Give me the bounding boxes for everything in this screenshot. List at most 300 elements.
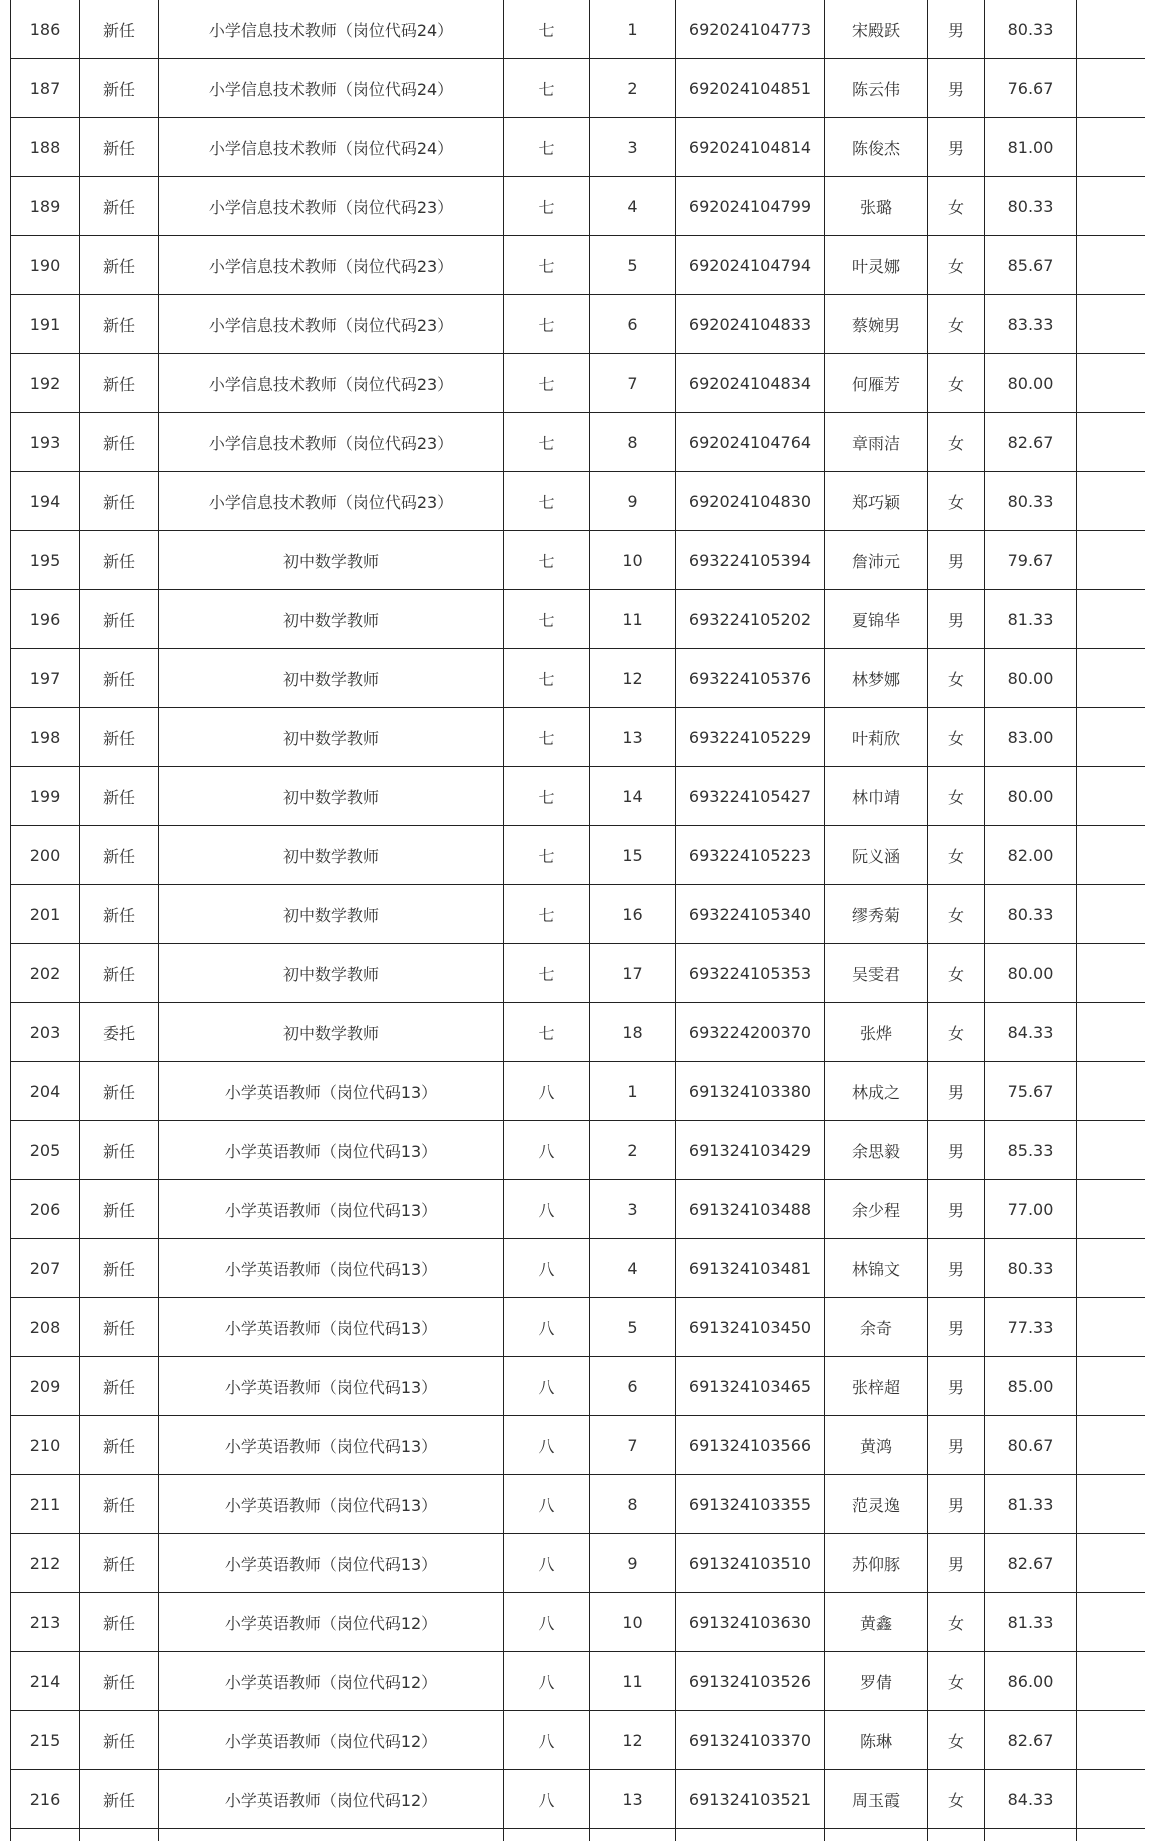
- ticket-number-cell: 691324103429: [676, 1121, 825, 1180]
- ticket-number-cell: 691324103450: [676, 1298, 825, 1357]
- sequence-cell: 9: [590, 472, 676, 531]
- row-number-cell: 215: [11, 1711, 80, 1770]
- sequence-cell: 4: [590, 177, 676, 236]
- gender-cell: 男: [928, 1298, 985, 1357]
- sequence-cell: 7: [590, 1416, 676, 1475]
- sequence-cell: 2: [590, 1121, 676, 1180]
- ticket-number-cell: [676, 1829, 825, 1841]
- ticket-number-cell: 691324103510: [676, 1534, 825, 1593]
- table-row: [11, 826, 1146, 885]
- note-cell: [1077, 1239, 1146, 1298]
- score-cell: 81.33: [985, 1593, 1077, 1652]
- sequence-cell: 5: [590, 236, 676, 295]
- score-cell: 83.00: [985, 708, 1077, 767]
- candidate-name-cell: [825, 1829, 928, 1841]
- table-row: [11, 472, 1146, 531]
- ticket-number-cell: 693224105223: [676, 826, 825, 885]
- candidate-name-cell: 陈琳: [825, 1711, 928, 1770]
- score-cell: 81.33: [985, 1475, 1077, 1534]
- hire-type-cell: 新任: [80, 649, 159, 708]
- gender-cell: 男: [928, 1121, 985, 1180]
- score-cell: 83.33: [985, 295, 1077, 354]
- group-cell: 七: [504, 826, 590, 885]
- position-cell: 小学英语教师（岗位代码12）: [159, 1593, 504, 1652]
- hire-type-cell: 新任: [80, 1593, 159, 1652]
- hire-type-cell: 新任: [80, 1770, 159, 1829]
- sequence-cell: 6: [590, 1357, 676, 1416]
- hire-type-cell: 新任: [80, 944, 159, 1003]
- group-cell: 八: [504, 1593, 590, 1652]
- ticket-number-cell: 693224200370: [676, 1003, 825, 1062]
- table-row: [11, 1593, 1146, 1652]
- row-number-cell: 186: [11, 0, 80, 59]
- score-cell: 80.33: [985, 885, 1077, 944]
- position-cell: 初中数学教师: [159, 885, 504, 944]
- row-number-cell: 214: [11, 1652, 80, 1711]
- ticket-number-cell: 692024104794: [676, 236, 825, 295]
- ticket-number-cell: 693224105353: [676, 944, 825, 1003]
- candidate-name-cell: 周玉霞: [825, 1770, 928, 1829]
- sequence-cell: 14: [590, 767, 676, 826]
- position-cell: 初中数学教师: [159, 708, 504, 767]
- sequence-cell: 3: [590, 118, 676, 177]
- score-cell: 82.00: [985, 826, 1077, 885]
- hire-type-cell: 新任: [80, 413, 159, 472]
- score-cell: 81.00: [985, 118, 1077, 177]
- group-cell: 七: [504, 590, 590, 649]
- position-cell: 小学信息技术教师（岗位代码23）: [159, 354, 504, 413]
- note-cell: [1077, 1180, 1146, 1239]
- sequence-cell: 16: [590, 885, 676, 944]
- group-cell: 七: [504, 354, 590, 413]
- hire-type-cell: 新任: [80, 1416, 159, 1475]
- hire-type-cell: 新任: [80, 708, 159, 767]
- hire-type-cell: 新任: [80, 590, 159, 649]
- sequence-cell: 17: [590, 944, 676, 1003]
- position-cell: 小学信息技术教师（岗位代码24）: [159, 118, 504, 177]
- score-cell: 84.33: [985, 1770, 1077, 1829]
- group-cell: 八: [504, 1770, 590, 1829]
- gender-cell: 女: [928, 472, 985, 531]
- group-cell: 七: [504, 59, 590, 118]
- row-number-cell: 197: [11, 649, 80, 708]
- sequence-cell: 6: [590, 295, 676, 354]
- table-row: [11, 1711, 1146, 1770]
- sequence-cell: 13: [590, 1770, 676, 1829]
- group-cell: 八: [504, 1534, 590, 1593]
- candidate-name-cell: 陈俊杰: [825, 118, 928, 177]
- table-row: [11, 708, 1146, 767]
- score-cell: 82.67: [985, 413, 1077, 472]
- ticket-number-cell: 691324103521: [676, 1770, 825, 1829]
- candidate-name-cell: 蔡婉男: [825, 295, 928, 354]
- position-cell: 小学信息技术教师（岗位代码23）: [159, 236, 504, 295]
- row-number-cell: 191: [11, 295, 80, 354]
- gender-cell: 男: [928, 1062, 985, 1121]
- row-number-cell: 193: [11, 413, 80, 472]
- hire-type-cell: 新任: [80, 0, 159, 59]
- candidate-name-cell: 苏仰豚: [825, 1534, 928, 1593]
- table-row: [11, 649, 1146, 708]
- candidate-name-cell: 章雨洁: [825, 413, 928, 472]
- group-cell: 七: [504, 118, 590, 177]
- group-cell: 八: [504, 1298, 590, 1357]
- candidate-name-cell: 宋殿跃: [825, 0, 928, 59]
- hire-type-cell: 新任: [80, 826, 159, 885]
- group-cell: 七: [504, 472, 590, 531]
- group-cell: 八: [504, 1062, 590, 1121]
- row-number-cell: 202: [11, 944, 80, 1003]
- ticket-number-cell: 692024104833: [676, 295, 825, 354]
- sequence-cell: 3: [590, 1180, 676, 1239]
- gender-cell: 女: [928, 236, 985, 295]
- sequence-cell: 5: [590, 1298, 676, 1357]
- note-cell: [1077, 0, 1146, 59]
- score-cell: 81.33: [985, 590, 1077, 649]
- group-cell: 七: [504, 708, 590, 767]
- gender-cell: 女: [928, 885, 985, 944]
- row-number-cell: 216: [11, 1770, 80, 1829]
- gender-cell: 女: [928, 1003, 985, 1062]
- ticket-number-cell: 691324103630: [676, 1593, 825, 1652]
- row-number-cell: 190: [11, 236, 80, 295]
- hire-type-cell: 新任: [80, 59, 159, 118]
- position-cell: 初中数学教师: [159, 1003, 504, 1062]
- score-cell: 80.00: [985, 354, 1077, 413]
- group-cell: 八: [504, 1239, 590, 1298]
- ticket-number-cell: 692024104830: [676, 472, 825, 531]
- note-cell: [1077, 1652, 1146, 1711]
- note-cell: [1077, 944, 1146, 1003]
- score-cell: 80.00: [985, 649, 1077, 708]
- candidate-name-cell: 黄鸿: [825, 1416, 928, 1475]
- ticket-number-cell: 693224105202: [676, 590, 825, 649]
- score-cell: 86.00: [985, 1652, 1077, 1711]
- note-cell: [1077, 1829, 1146, 1841]
- score-cell: 80.33: [985, 1239, 1077, 1298]
- position-cell: 小学英语教师（岗位代码13）: [159, 1062, 504, 1121]
- note-cell: [1077, 236, 1146, 295]
- table-row: [11, 590, 1146, 649]
- gender-cell: 女: [928, 1652, 985, 1711]
- group-cell: 七: [504, 236, 590, 295]
- gender-cell: 男: [928, 1180, 985, 1239]
- score-cell: 80.33: [985, 472, 1077, 531]
- ticket-number-cell: 693224105376: [676, 649, 825, 708]
- note-cell: [1077, 531, 1146, 590]
- sequence-cell: 10: [590, 1593, 676, 1652]
- sequence-cell: 1: [590, 1062, 676, 1121]
- row-number-cell: 196: [11, 590, 80, 649]
- table-row: [11, 295, 1146, 354]
- candidate-name-cell: 吴雯君: [825, 944, 928, 1003]
- table-row: [11, 0, 1146, 59]
- ticket-number-cell: 691324103370: [676, 1711, 825, 1770]
- sequence-cell: 13: [590, 708, 676, 767]
- score-cell: 85.33: [985, 1121, 1077, 1180]
- score-cell: 76.67: [985, 59, 1077, 118]
- row-number-cell: 195: [11, 531, 80, 590]
- gender-cell: 女: [928, 295, 985, 354]
- gender-cell: 女: [928, 177, 985, 236]
- score-cell: 79.67: [985, 531, 1077, 590]
- position-cell: 小学英语教师（岗位代码13）: [159, 1534, 504, 1593]
- candidate-name-cell: 陈云伟: [825, 59, 928, 118]
- position-cell: 小学英语教师（岗位代码13）: [159, 1121, 504, 1180]
- hire-type-cell: 新任: [80, 1062, 159, 1121]
- row-number-cell: 212: [11, 1534, 80, 1593]
- position-cell: 小学英语教师（岗位代码13）: [159, 1475, 504, 1534]
- note-cell: [1077, 177, 1146, 236]
- table-row: [11, 236, 1146, 295]
- gender-cell: [928, 1829, 985, 1841]
- table-row: [11, 1062, 1146, 1121]
- candidate-name-cell: 缪秀菊: [825, 885, 928, 944]
- candidate-name-cell: 何雁芳: [825, 354, 928, 413]
- position-cell: 初中数学教师: [159, 944, 504, 1003]
- position-cell: 小学信息技术教师（岗位代码24）: [159, 0, 504, 59]
- row-number-cell: 194: [11, 472, 80, 531]
- table-row: [11, 1239, 1146, 1298]
- hire-type-cell: 委托: [80, 1003, 159, 1062]
- gender-cell: 男: [928, 1534, 985, 1593]
- candidate-name-cell: 林成之: [825, 1062, 928, 1121]
- position-cell: [159, 1829, 504, 1841]
- table-row: [11, 531, 1146, 590]
- group-cell: 八: [504, 1180, 590, 1239]
- score-cell: 75.67: [985, 1062, 1077, 1121]
- score-cell: 84.33: [985, 1003, 1077, 1062]
- score-cell: 80.00: [985, 767, 1077, 826]
- sequence-cell: 9: [590, 1534, 676, 1593]
- ticket-number-cell: 691324103465: [676, 1357, 825, 1416]
- results-table: [10, 0, 1145, 1841]
- score-cell: 80.33: [985, 177, 1077, 236]
- group-cell: 七: [504, 649, 590, 708]
- table-row: [11, 1121, 1146, 1180]
- candidate-name-cell: 叶灵娜: [825, 236, 928, 295]
- sequence-cell: 8: [590, 1475, 676, 1534]
- note-cell: [1077, 413, 1146, 472]
- hire-type-cell: [80, 1829, 159, 1841]
- note-cell: [1077, 295, 1146, 354]
- sequence-cell: 12: [590, 649, 676, 708]
- score-cell: 82.67: [985, 1534, 1077, 1593]
- note-cell: [1077, 1357, 1146, 1416]
- ticket-number-cell: 692024104764: [676, 413, 825, 472]
- ticket-number-cell: 691324103481: [676, 1239, 825, 1298]
- group-cell: 八: [504, 1711, 590, 1770]
- note-cell: [1077, 649, 1146, 708]
- note-cell: [1077, 767, 1146, 826]
- hire-type-cell: 新任: [80, 354, 159, 413]
- row-number-cell: 200: [11, 826, 80, 885]
- group-cell: 八: [504, 1652, 590, 1711]
- score-cell: 77.33: [985, 1298, 1077, 1357]
- candidate-name-cell: 夏锦华: [825, 590, 928, 649]
- ticket-number-cell: 691324103566: [676, 1416, 825, 1475]
- row-number-cell: 205: [11, 1121, 80, 1180]
- table-row: [11, 767, 1146, 826]
- note-cell: [1077, 1593, 1146, 1652]
- sequence-cell: 15: [590, 826, 676, 885]
- hire-type-cell: 新任: [80, 1475, 159, 1534]
- row-number-cell: 210: [11, 1416, 80, 1475]
- ticket-number-cell: 691324103380: [676, 1062, 825, 1121]
- row-number-cell: 213: [11, 1593, 80, 1652]
- position-cell: 初中数学教师: [159, 531, 504, 590]
- hire-type-cell: 新任: [80, 472, 159, 531]
- hire-type-cell: 新任: [80, 1652, 159, 1711]
- note-cell: [1077, 590, 1146, 649]
- table-body: [11, 0, 1146, 1841]
- sequence-cell: 4: [590, 1239, 676, 1298]
- ticket-number-cell: 691324103488: [676, 1180, 825, 1239]
- hire-type-cell: 新任: [80, 767, 159, 826]
- sequence-cell: 18: [590, 1003, 676, 1062]
- group-cell: 八: [504, 1121, 590, 1180]
- gender-cell: 男: [928, 1357, 985, 1416]
- hire-type-cell: 新任: [80, 1180, 159, 1239]
- group-cell: 八: [504, 1475, 590, 1534]
- hire-type-cell: 新任: [80, 531, 159, 590]
- position-cell: 初中数学教师: [159, 826, 504, 885]
- candidate-name-cell: 黄鑫: [825, 1593, 928, 1652]
- gender-cell: 女: [928, 708, 985, 767]
- ticket-number-cell: 692024104773: [676, 0, 825, 59]
- position-cell: 小学英语教师（岗位代码13）: [159, 1416, 504, 1475]
- table-row: [11, 177, 1146, 236]
- gender-cell: 男: [928, 1416, 985, 1475]
- note-cell: [1077, 1534, 1146, 1593]
- table-row: [11, 944, 1146, 1003]
- table-row: [11, 1003, 1146, 1062]
- candidate-name-cell: 林梦娜: [825, 649, 928, 708]
- gender-cell: 男: [928, 531, 985, 590]
- table-row-partial: [11, 1829, 1146, 1841]
- row-number-cell: 199: [11, 767, 80, 826]
- hire-type-cell: 新任: [80, 1298, 159, 1357]
- group-cell: 八: [504, 1357, 590, 1416]
- position-cell: 小学信息技术教师（岗位代码23）: [159, 472, 504, 531]
- candidate-name-cell: 阮义涵: [825, 826, 928, 885]
- candidate-name-cell: 叶莉欣: [825, 708, 928, 767]
- candidate-name-cell: 张梓超: [825, 1357, 928, 1416]
- candidate-name-cell: 范灵逸: [825, 1475, 928, 1534]
- note-cell: [1077, 1770, 1146, 1829]
- score-cell: 80.67: [985, 1416, 1077, 1475]
- hire-type-cell: 新任: [80, 1534, 159, 1593]
- group-cell: 七: [504, 1003, 590, 1062]
- position-cell: 小学英语教师（岗位代码12）: [159, 1711, 504, 1770]
- table-row: [11, 1770, 1146, 1829]
- note-cell: [1077, 1003, 1146, 1062]
- score-cell: 80.33: [985, 0, 1077, 59]
- ticket-number-cell: 693224105340: [676, 885, 825, 944]
- ticket-number-cell: 692024104834: [676, 354, 825, 413]
- note-cell: [1077, 1121, 1146, 1180]
- table-row: [11, 59, 1146, 118]
- table-row: [11, 1475, 1146, 1534]
- candidate-name-cell: 郑巧颖: [825, 472, 928, 531]
- group-cell: 七: [504, 177, 590, 236]
- hire-type-cell: 新任: [80, 177, 159, 236]
- row-number-cell: 201: [11, 885, 80, 944]
- ticket-number-cell: 692024104799: [676, 177, 825, 236]
- table-row: [11, 1357, 1146, 1416]
- score-cell: 80.00: [985, 944, 1077, 1003]
- row-number-cell: [11, 1829, 80, 1841]
- gender-cell: 女: [928, 944, 985, 1003]
- candidate-name-cell: 罗倩: [825, 1652, 928, 1711]
- note-cell: [1077, 1416, 1146, 1475]
- row-number-cell: 203: [11, 1003, 80, 1062]
- group-cell: [504, 1829, 590, 1841]
- note-cell: [1077, 354, 1146, 413]
- sequence-cell: 12: [590, 1711, 676, 1770]
- position-cell: 初中数学教师: [159, 649, 504, 708]
- table-row: [11, 413, 1146, 472]
- hire-type-cell: 新任: [80, 295, 159, 354]
- position-cell: 小学信息技术教师（岗位代码23）: [159, 413, 504, 472]
- position-cell: 小学英语教师（岗位代码12）: [159, 1652, 504, 1711]
- position-cell: 小学信息技术教师（岗位代码23）: [159, 295, 504, 354]
- score-sheet: [10, 0, 1145, 1841]
- gender-cell: 女: [928, 413, 985, 472]
- note-cell: [1077, 885, 1146, 944]
- score-cell: 82.67: [985, 1711, 1077, 1770]
- table-row: [11, 1652, 1146, 1711]
- row-number-cell: 189: [11, 177, 80, 236]
- candidate-name-cell: 林锦文: [825, 1239, 928, 1298]
- score-cell: 77.00: [985, 1180, 1077, 1239]
- position-cell: 小学英语教师（岗位代码13）: [159, 1357, 504, 1416]
- group-cell: 七: [504, 0, 590, 59]
- score-cell: 85.67: [985, 236, 1077, 295]
- position-cell: 初中数学教师: [159, 767, 504, 826]
- gender-cell: 男: [928, 59, 985, 118]
- note-cell: [1077, 1475, 1146, 1534]
- group-cell: 七: [504, 944, 590, 1003]
- row-number-cell: 207: [11, 1239, 80, 1298]
- ticket-number-cell: 693224105394: [676, 531, 825, 590]
- gender-cell: 女: [928, 354, 985, 413]
- candidate-name-cell: 余思毅: [825, 1121, 928, 1180]
- sequence-cell: 2: [590, 59, 676, 118]
- row-number-cell: 209: [11, 1357, 80, 1416]
- group-cell: 七: [504, 767, 590, 826]
- ticket-number-cell: 693224105427: [676, 767, 825, 826]
- group-cell: 七: [504, 295, 590, 354]
- ticket-number-cell: 691324103526: [676, 1652, 825, 1711]
- candidate-name-cell: 张烨: [825, 1003, 928, 1062]
- row-number-cell: 211: [11, 1475, 80, 1534]
- position-cell: 小学英语教师（岗位代码13）: [159, 1180, 504, 1239]
- position-cell: 小学英语教师（岗位代码13）: [159, 1298, 504, 1357]
- group-cell: 七: [504, 885, 590, 944]
- group-cell: 七: [504, 531, 590, 590]
- sequence-cell: 7: [590, 354, 676, 413]
- ticket-number-cell: 692024104851: [676, 59, 825, 118]
- sequence-cell: 1: [590, 0, 676, 59]
- candidate-name-cell: 林巾靖: [825, 767, 928, 826]
- note-cell: [1077, 59, 1146, 118]
- gender-cell: 男: [928, 1239, 985, 1298]
- score-cell: 85.00: [985, 1357, 1077, 1416]
- table-row: [11, 118, 1146, 177]
- position-cell: 小学信息技术教师（岗位代码23）: [159, 177, 504, 236]
- hire-type-cell: 新任: [80, 1121, 159, 1180]
